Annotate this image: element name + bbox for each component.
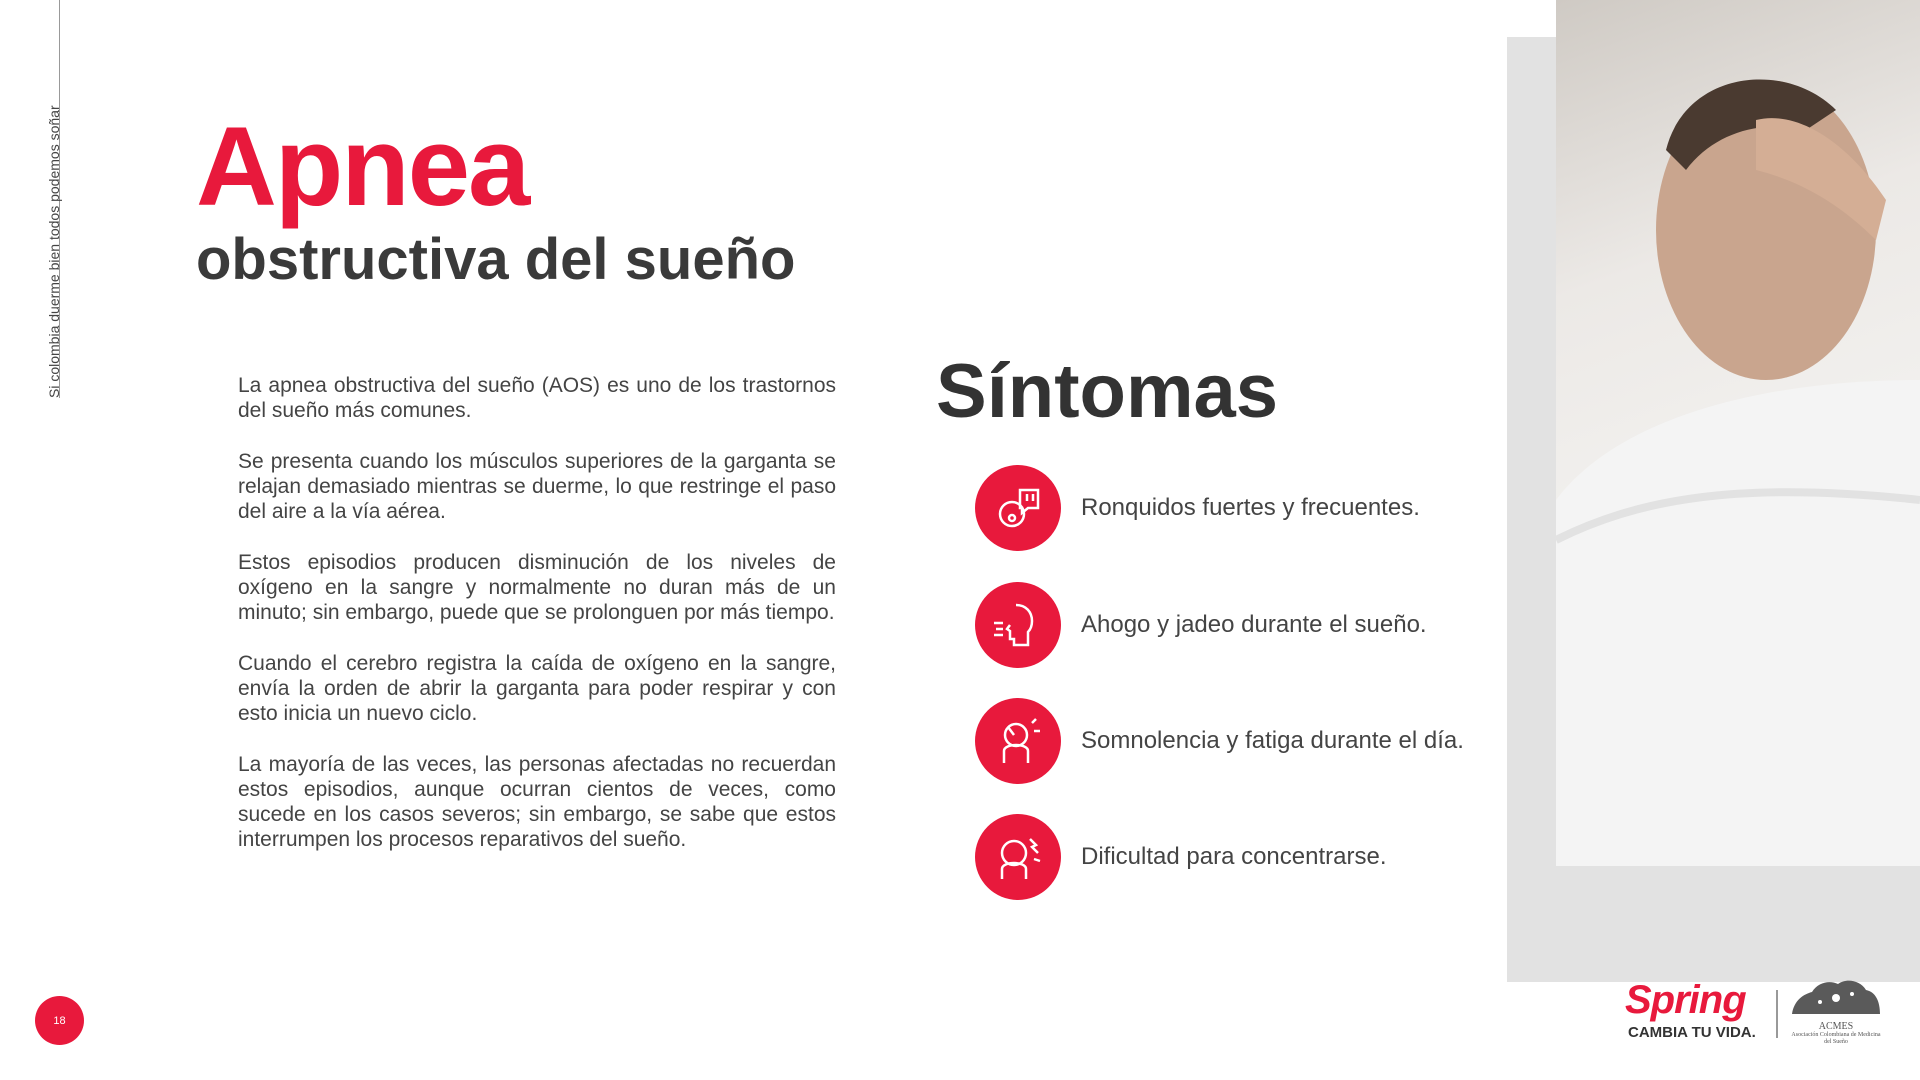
symptom-label: Dificultad para concentrarse.	[1081, 843, 1387, 870]
page-subtitle: obstructiva del sueño	[196, 227, 796, 292]
symptom-label: Somnolencia y fatiga durante el día.	[1081, 727, 1464, 754]
paragraph: La apnea obstructiva del sueño (AOS) es uno de los trastornos del sueño más comunes.	[238, 374, 836, 422]
paragraph: Se presenta cuando los músculos superiores de la garganta se relajan demasiado mientras se duerme, lo que restringe el paso del aire a la vía aérea.	[238, 450, 836, 523]
gasping-icon	[975, 582, 1061, 668]
man-sleeping-photo	[1556, 0, 1920, 866]
symptom-item	[975, 582, 1427, 668]
acmes-logo	[1790, 980, 1882, 1046]
symptoms-heading: Síntomas	[936, 349, 1279, 434]
symptom-label: Ahogo y jadeo durante el sueño.	[1081, 611, 1427, 638]
symptom-item	[975, 698, 1464, 784]
paragraph: Cuando el cerebro registra la caída de oxígeno en la sangre, envía la orden de abrir la garganta para poder respirar y con esto inicia un nuevo ciclo.	[238, 652, 836, 725]
spring-logo: Spring	[1625, 978, 1746, 1022]
body-text	[238, 373, 836, 878]
symptom-item	[975, 465, 1420, 551]
spring-tagline: CAMBIA TU VIDA.	[1628, 1024, 1756, 1041]
paragraph: Estos episodios producen disminución de los niveles de oxígeno en la sangre y normalmente no duran más de un minuto; sin embargo, puede que se prolonguen por más tiempo.	[238, 551, 836, 624]
logo-divider	[1776, 990, 1778, 1038]
sidebar-slogan: Si colombia duerme bien todos podemos soñar	[46, 105, 62, 398]
headache-icon	[975, 814, 1061, 900]
fatigue-icon	[975, 698, 1061, 784]
symptom-item	[975, 814, 1386, 900]
snoring-icon	[975, 465, 1061, 551]
page-title: Apnea	[196, 104, 529, 229]
paragraph: La mayoría de las veces, las personas afectadas no recuerdan estos episodios, aunque ocurran cientos de veces, como sucede en los casos severos; sin embargo, se sabe que estos interrumpen los procesos reparativos del sueño.	[238, 753, 836, 851]
acmes-description: Asociación Colombiana de Medicina del Sueño	[1791, 1032, 1881, 1045]
symptom-label: Ronquidos fuertes y frecuentes.	[1081, 494, 1420, 521]
acmes-cloud-icon	[1790, 980, 1882, 1016]
acmes-name: ACMES	[1818, 1021, 1854, 1032]
page-number: 18	[35, 996, 84, 1045]
